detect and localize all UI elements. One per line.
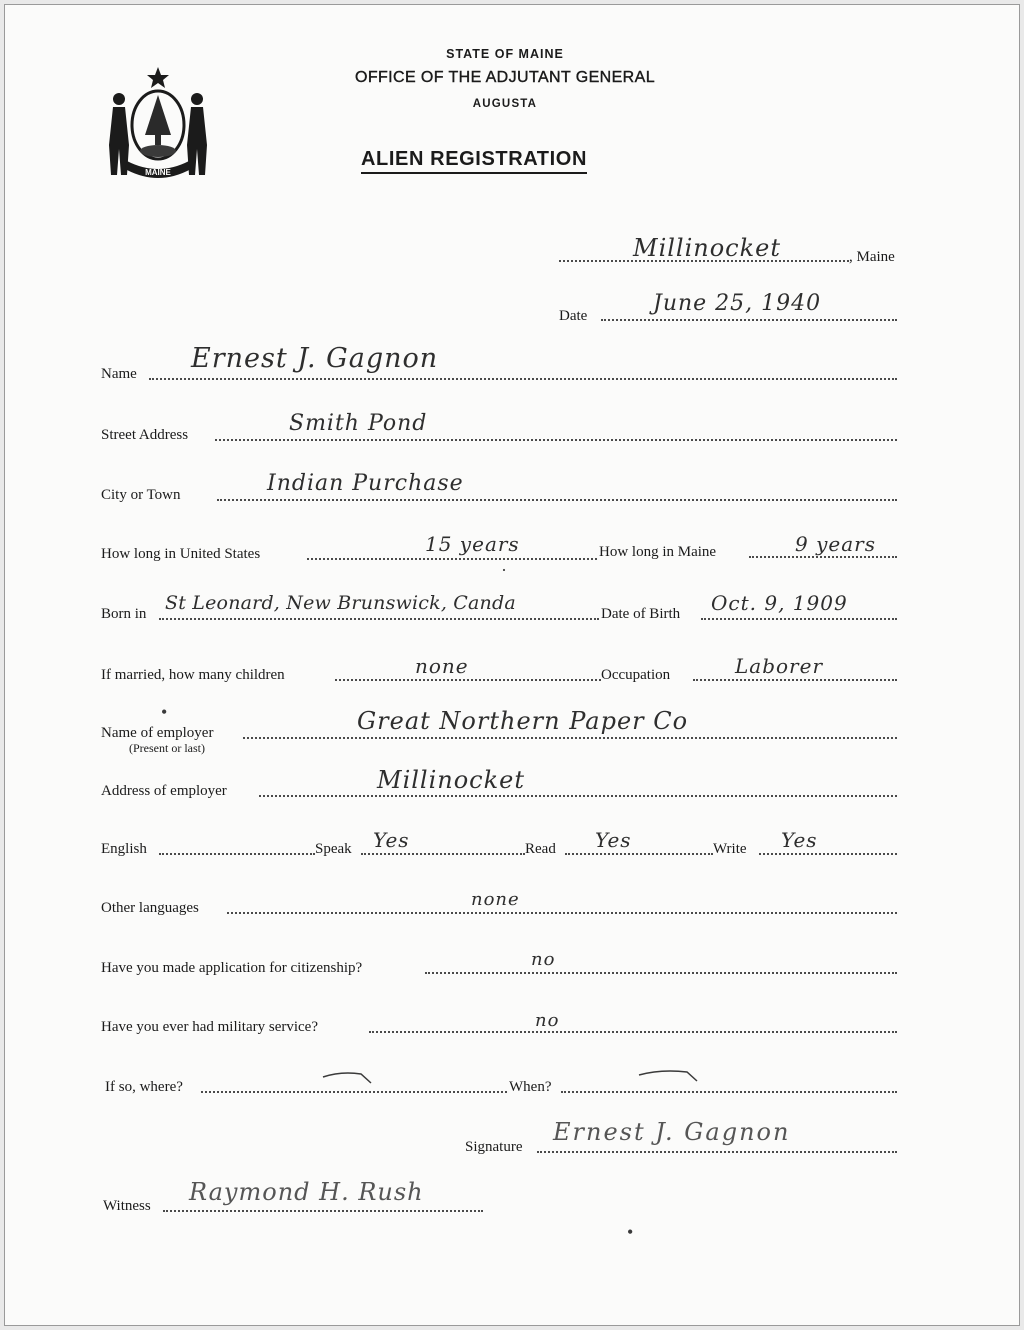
us-duration-line	[307, 558, 597, 560]
where-field-line	[201, 1091, 507, 1093]
other-languages-value: none	[471, 889, 520, 910]
header-state: STATE OF MAINE	[446, 47, 564, 61]
read-field-line	[565, 853, 713, 855]
us-duration-label: How long in United States	[101, 546, 261, 562]
born-value: St Leonard, New Brunswick, Canda	[165, 592, 516, 614]
citizenship-value: no	[531, 949, 556, 970]
town-value: Millinocket	[633, 234, 782, 262]
signature-value: Ernest J. Gagnon	[553, 1118, 791, 1146]
header-office: OFFICE OF THE ADJUTANT GENERAL	[354, 69, 656, 86]
write-label: Write	[713, 841, 747, 857]
date-field-line	[601, 319, 897, 321]
name-field-line	[149, 378, 897, 380]
witness-label: Witness	[103, 1198, 151, 1214]
city-field-line	[217, 499, 897, 501]
read-value: Yes	[595, 828, 632, 852]
military-field-line	[369, 1031, 897, 1033]
maine-duration-label: How long in Maine	[599, 544, 717, 560]
when-field-line	[561, 1091, 897, 1093]
name-value: Ernest J. Gagnon	[191, 343, 439, 374]
speak-field-line	[361, 853, 525, 855]
speak-label: Speak	[315, 841, 352, 857]
children-field-line	[335, 679, 601, 681]
children-label: If married, how many children	[101, 667, 285, 683]
speak-value: Yes	[373, 828, 410, 852]
street-value: Smith Pond	[289, 411, 428, 436]
witness-field-line	[163, 1210, 483, 1212]
signature-label: Signature	[465, 1139, 523, 1155]
other-languages-line	[227, 912, 897, 914]
other-languages-label: Other languages	[101, 900, 199, 916]
dob-value: Oct. 9, 1909	[711, 591, 848, 615]
where-label: If so, where?	[105, 1079, 183, 1095]
witness-value: Raymond H. Rush	[189, 1178, 424, 1206]
dob-label: Date of Birth	[601, 606, 681, 622]
when-label: When?	[509, 1079, 552, 1095]
military-value: no	[535, 1010, 560, 1031]
date-label: Date	[559, 308, 588, 324]
date-value: June 25, 1940	[653, 291, 822, 316]
ink-dot: •	[627, 1222, 634, 1242]
signature-field-line	[537, 1151, 897, 1153]
form-title: ALIEN REGISTRATION	[361, 147, 587, 174]
header-city: AUGUSTA	[472, 98, 538, 110]
dob-field-line	[701, 618, 897, 620]
citizenship-label: Have you made application for citizenship?	[101, 960, 363, 976]
citizenship-field-line	[425, 972, 897, 974]
ink-dot: ·	[501, 560, 507, 580]
when-dash-mark	[637, 1067, 707, 1083]
english-label: English	[101, 841, 147, 857]
employer-label: Name of employer	[101, 725, 214, 741]
write-field-line	[759, 853, 897, 855]
occupation-label: Occupation	[601, 667, 671, 683]
employer-value: Great Northern Paper Co	[357, 707, 689, 735]
born-field-line	[159, 618, 599, 620]
occupation-value: Laborer	[735, 654, 824, 678]
state-seal-icon	[105, 65, 211, 185]
street-label: Street Address	[101, 427, 189, 443]
employer-address-value: Millinocket	[377, 766, 526, 794]
read-label: Read	[525, 841, 556, 857]
city-value: Indian Purchase	[267, 471, 464, 496]
military-label: Have you ever had military service?	[101, 1019, 318, 1035]
maine-duration-value: 9 years	[795, 532, 876, 556]
employer-field-line	[243, 737, 897, 739]
city-label: City or Town	[101, 487, 181, 503]
occupation-field-line	[693, 679, 897, 681]
street-field-line	[215, 439, 897, 441]
registration-form	[4, 4, 1020, 1326]
where-dash-mark	[321, 1069, 381, 1085]
write-value: Yes	[781, 828, 818, 852]
children-value: none	[415, 654, 469, 678]
employer-address-line	[259, 795, 897, 797]
svg-text:MAINE: MAINE	[145, 168, 171, 177]
ink-dot: •	[161, 702, 168, 722]
english-field-line	[159, 853, 315, 855]
born-label: Born in	[101, 606, 147, 622]
us-duration-value: 15 years	[425, 532, 520, 556]
employer-address-label: Address of employer	[101, 783, 227, 799]
name-label: Name	[101, 366, 137, 382]
state-suffix: , Maine	[849, 249, 895, 265]
employer-sublabel: (Present or last)	[129, 741, 205, 755]
